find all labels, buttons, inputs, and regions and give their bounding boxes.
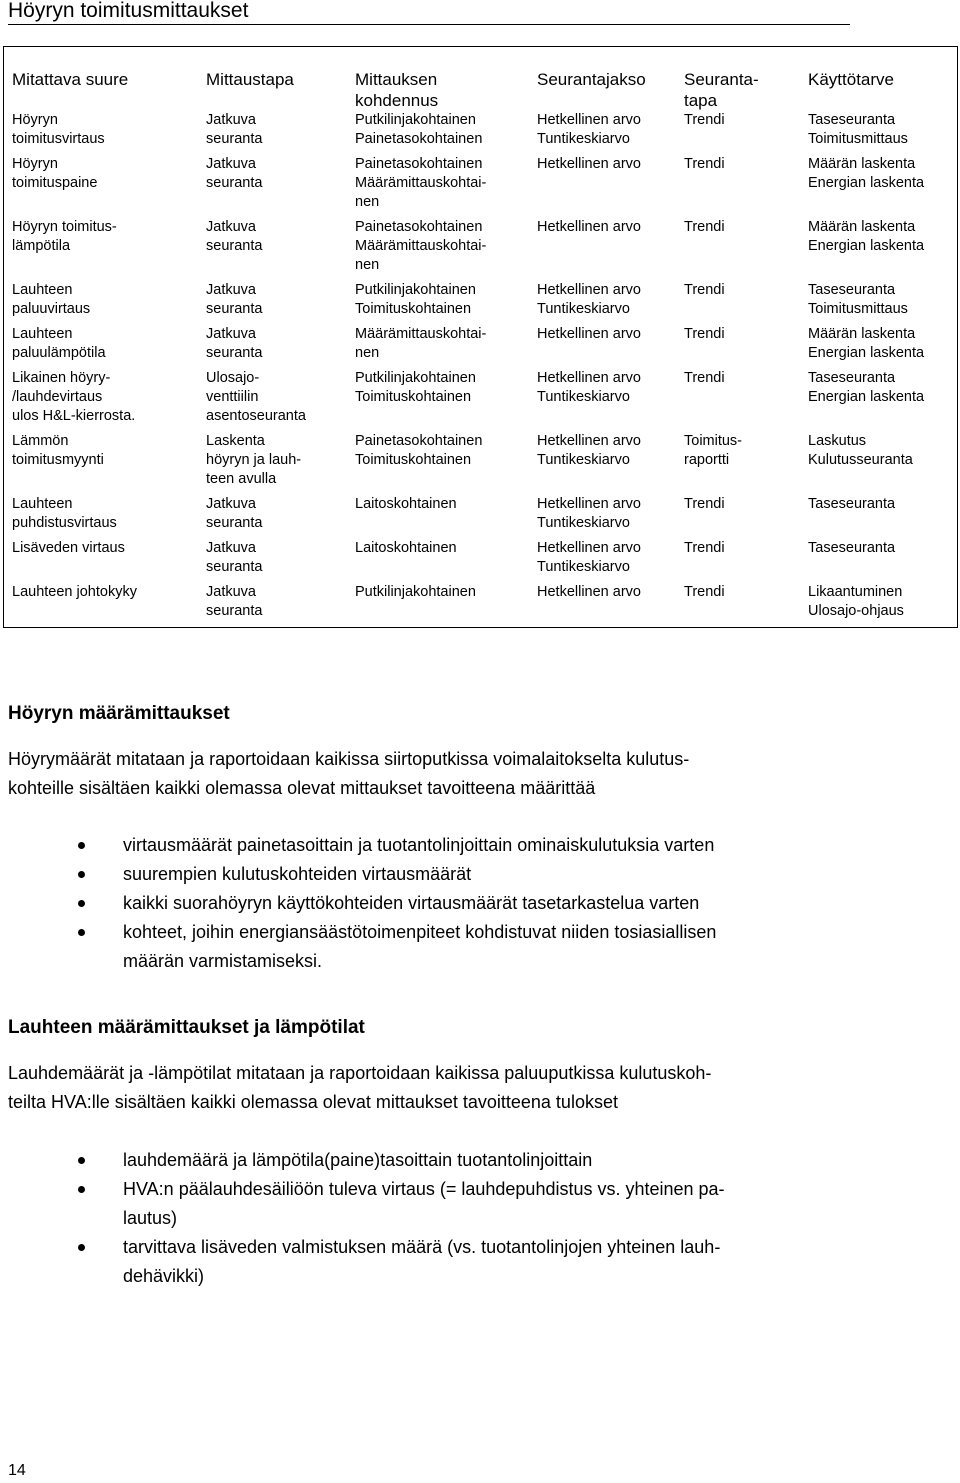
bullet-icon: [78, 1186, 85, 1193]
table-cell: [680, 218, 804, 281]
table-cell: [804, 432, 958, 495]
cell-line: Lauhteen: [12, 496, 73, 512]
cell-line: Lauhteen: [12, 282, 73, 298]
bullet-list-steam: [78, 831, 858, 976]
page-header-title: Höyryn toimitusmittaukset: [8, 0, 249, 22]
cell-line: asentoseuranta: [206, 408, 306, 424]
cell-line: Painetasokohtainen: [355, 156, 483, 172]
cell-line: Tuntikeskiarvo: [537, 389, 630, 405]
cell-line: Laitoskohtainen: [355, 496, 457, 512]
table-cell: [533, 281, 680, 325]
column-header: Seuranta- tapa: [684, 70, 759, 110]
cell-line: seuranta: [206, 603, 263, 619]
cell-line: seuranta: [206, 559, 263, 575]
paragraph-line: kohteille sisältäen kaikki olemassa olevat mittaukset tavoitteena määrittää: [8, 778, 596, 798]
list-item-line: määrän varmistamiseksi.: [123, 951, 323, 971]
cell-line: Energian laskenta: [808, 175, 925, 191]
table-cell: [4, 369, 199, 432]
cell-line: toimitusmyynti: [12, 452, 104, 468]
table-cell: [680, 369, 804, 432]
cell-line: Taseseuranta: [808, 496, 896, 512]
cell-line: Energian laskenta: [808, 238, 925, 254]
cell-line: Jatkuva: [206, 112, 256, 128]
bullet-icon: [78, 900, 85, 907]
table-cell: [198, 155, 347, 218]
column-header: Seurantajakso: [537, 70, 646, 89]
table-header-row: [4, 47, 958, 112]
cell-line: Höyryn: [12, 156, 58, 172]
cell-line: nen: [355, 257, 380, 273]
list-item-line: lautus): [123, 1208, 178, 1228]
cell-line: Lauhteen: [12, 326, 73, 342]
table-cell: [347, 539, 533, 583]
list-item-line: tarvittava lisäveden valmistuksen määrä (vs. tuotantolinjojen yhteinen lauh-: [123, 1237, 721, 1257]
table-cell: [680, 155, 804, 218]
cell-line: Tuntikeskiarvo: [537, 301, 630, 317]
cell-line: Putkilinjakohtainen: [355, 584, 476, 600]
cell-line: Jatkuva: [206, 496, 256, 512]
cell-line: Toimituskohtainen: [355, 389, 472, 405]
table-row: [4, 369, 958, 432]
table-cell: [4, 583, 199, 628]
cell-line: /lauhdevirtaus: [12, 389, 103, 405]
table-cell: [4, 495, 199, 539]
paragraph-condensate: [8, 1059, 853, 1117]
cell-line: nen: [355, 345, 380, 361]
column-header: Mittauksen kohdennus: [355, 70, 439, 110]
column-header: Mittaustapa: [206, 70, 294, 89]
table-cell: [804, 218, 958, 281]
table-cell: [680, 495, 804, 539]
table-row: [4, 281, 958, 325]
cell-line: Toimitusmittaus: [808, 131, 908, 147]
cell-line: Kulutusseuranta: [808, 452, 913, 468]
table-cell: [533, 495, 680, 539]
table-cell: [804, 539, 958, 583]
cell-line: seuranta: [206, 238, 263, 254]
cell-line: Hetkellinen arvo: [537, 219, 641, 235]
table-cell: [4, 155, 199, 218]
table-row: [4, 432, 958, 495]
table-cell: [198, 281, 347, 325]
cell-line: toimituspaine: [12, 175, 98, 191]
cell-line: Toimitusmittaus: [808, 301, 908, 317]
cell-line: Tuntikeskiarvo: [537, 452, 630, 468]
cell-line: venttiilin: [206, 389, 259, 405]
list-item-line: suurempien kulutuskohteiden virtausmäärät: [123, 864, 472, 884]
column-header: Käyttötarve: [808, 70, 894, 89]
table-cell: [347, 432, 533, 495]
cell-line: Putkilinjakohtainen: [355, 282, 476, 298]
cell-line: nen: [355, 194, 380, 210]
table-cell: [533, 432, 680, 495]
cell-line: Painetasokohtainen: [355, 433, 483, 449]
page-header: [8, 0, 850, 25]
table-cell: [680, 281, 804, 325]
cell-line: Hetkellinen arvo: [537, 584, 641, 600]
cell-line: Tuntikeskiarvo: [537, 131, 630, 147]
table-row: [4, 539, 958, 583]
measurement-table: [3, 46, 958, 628]
table-body: [4, 111, 958, 628]
table-cell: [347, 325, 533, 369]
cell-line: ulos H&L-kierrosta.: [12, 408, 136, 424]
table-cell: [4, 432, 199, 495]
table-cell: [198, 495, 347, 539]
table-row: [4, 495, 958, 539]
table-cell: [804, 155, 958, 218]
cell-line: seuranta: [206, 175, 263, 191]
table-cell: [804, 583, 958, 628]
table-row: [4, 325, 958, 369]
table-cell: [533, 218, 680, 281]
table-cell: [4, 325, 199, 369]
paragraph-line: Lauhdemäärät ja -lämpötilat mitataan ja raportoidaan kaikissa paluuputkissa kulutuskoh-: [8, 1063, 712, 1083]
table-cell: [4, 218, 199, 281]
table-cell: [533, 583, 680, 628]
cell-line: Putkilinjakohtainen: [355, 112, 476, 128]
paragraph-line: teilta HVA:lle sisältäen kaikki olemassa olevat mittaukset tavoitteena tulokset: [8, 1092, 618, 1112]
cell-line: Määrämittauskohtai-: [355, 238, 487, 254]
cell-line: Hetkellinen arvo: [537, 540, 641, 556]
table-cell: [347, 495, 533, 539]
table-cell: [680, 583, 804, 628]
table-cell: [680, 325, 804, 369]
table-cell: [198, 325, 347, 369]
table-cell: [533, 369, 680, 432]
list-item: [78, 918, 858, 976]
table-cell: [804, 495, 958, 539]
cell-line: lämpötila: [12, 238, 71, 254]
table-cell: [347, 583, 533, 628]
cell-line: Putkilinjakohtainen: [355, 370, 476, 386]
cell-line: Trendi: [684, 112, 725, 128]
cell-line: Hetkellinen arvo: [537, 496, 641, 512]
cell-line: seuranta: [206, 131, 263, 147]
table-row: [4, 155, 958, 218]
column-header: Mitattava suure: [12, 70, 129, 89]
cell-line: toimitusvirtaus: [12, 131, 105, 147]
section-title-condensate: Lauhteen määrämittaukset ja lämpötilat: [8, 1017, 365, 1038]
cell-line: Trendi: [684, 496, 725, 512]
cell-line: Jatkuva: [206, 282, 256, 298]
list-item: [78, 1146, 858, 1175]
cell-line: paluuvirtaus: [12, 301, 91, 317]
table-cell: [533, 111, 680, 155]
table-cell: [198, 369, 347, 432]
list-item: [78, 1233, 858, 1291]
table-cell: [347, 111, 533, 155]
cell-line: Jatkuva: [206, 584, 256, 600]
list-item: [78, 831, 858, 860]
list-item-line: HVA:n päälauhdesäiliöön tuleva virtaus (= lauhdepuhdistus vs. yhteinen pa-: [123, 1179, 725, 1199]
list-item-line: dehävikki): [123, 1266, 205, 1286]
cell-line: Laskutus: [808, 433, 867, 449]
cell-line: Toimituskohtainen: [355, 301, 472, 317]
table-cell: [347, 155, 533, 218]
cell-line: Trendi: [684, 370, 725, 386]
table-cell: [533, 325, 680, 369]
cell-line: Taseseuranta: [808, 540, 896, 556]
table-cell: [533, 155, 680, 218]
cell-line: Laskenta: [206, 433, 265, 449]
cell-line: Taseseuranta: [808, 282, 896, 298]
table-cell: [198, 218, 347, 281]
cell-line: Toimituskohtainen: [355, 452, 472, 468]
cell-line: Hetkellinen arvo: [537, 282, 641, 298]
list-item-line: kaikki suorahöyryn käyttökohteiden virtausmäärät tasetarkastelua varten: [123, 893, 700, 913]
cell-line: Energian laskenta: [808, 389, 925, 405]
table-cell: [198, 111, 347, 155]
cell-line: höyryn ja lauh-: [206, 452, 302, 468]
cell-line: Ulosajo-ohjaus: [808, 603, 904, 619]
table-cell: [4, 281, 199, 325]
cell-line: Likainen höyry-: [12, 370, 111, 386]
table-cell: [680, 111, 804, 155]
cell-line: Hetkellinen arvo: [537, 433, 641, 449]
cell-line: Hetkellinen arvo: [537, 370, 641, 386]
list-item-line: kohteet, joihin energiansäästötoimenpiteet kohdistuvat niiden tosiasiallisen: [123, 922, 717, 942]
table-cell: [804, 281, 958, 325]
bullet-icon: [78, 1244, 85, 1251]
cell-line: Hetkellinen arvo: [537, 112, 641, 128]
table-cell: [198, 583, 347, 628]
table-cell: [347, 218, 533, 281]
table-cell: [4, 111, 199, 155]
cell-line: Jatkuva: [206, 156, 256, 172]
page-number: 14: [8, 1462, 26, 1479]
cell-line: Höyryn: [12, 112, 58, 128]
bullet-icon: [78, 842, 85, 849]
list-item: [78, 889, 858, 918]
cell-line: Taseseuranta: [808, 112, 896, 128]
table-cell: [347, 281, 533, 325]
list-item: [78, 1175, 858, 1233]
cell-line: seuranta: [206, 301, 263, 317]
bullet-icon: [78, 929, 85, 936]
cell-line: Likaantuminen: [808, 584, 903, 600]
cell-line: Painetasokohtainen: [355, 131, 483, 147]
table-cell: [533, 539, 680, 583]
cell-line: Lauhteen johtokyky: [12, 584, 137, 600]
cell-line: Trendi: [684, 326, 725, 342]
table-cell: [4, 539, 199, 583]
cell-line: seuranta: [206, 515, 263, 531]
cell-line: puhdistusvirtaus: [12, 515, 117, 531]
cell-line: Hetkellinen arvo: [537, 326, 641, 342]
cell-line: raportti: [684, 452, 730, 468]
cell-line: Jatkuva: [206, 326, 256, 342]
bullet-icon: [78, 1157, 85, 1164]
cell-line: Tuntikeskiarvo: [537, 559, 630, 575]
cell-line: Lisäveden virtaus: [12, 540, 125, 556]
cell-line: Jatkuva: [206, 219, 256, 235]
cell-line: Höyryn toimitus-: [12, 219, 117, 235]
cell-line: Trendi: [684, 540, 725, 556]
cell-line: Trendi: [684, 282, 725, 298]
table-row: [4, 111, 958, 155]
table-cell: [804, 325, 958, 369]
cell-line: Laitoskohtainen: [355, 540, 457, 556]
cell-line: seuranta: [206, 345, 263, 361]
table-cell: [804, 369, 958, 432]
cell-line: Määrämittauskohtai-: [355, 326, 487, 342]
table-cell: [680, 432, 804, 495]
table-cell: [347, 369, 533, 432]
cell-line: Taseseuranta: [808, 370, 896, 386]
table-row: [4, 218, 958, 281]
table-row: [4, 583, 958, 628]
cell-line: Ulosajo-: [206, 370, 260, 386]
cell-line: Painetasokohtainen: [355, 219, 483, 235]
list-item: [78, 860, 858, 889]
cell-line: Määrän laskenta: [808, 326, 916, 342]
paragraph-steam: [8, 745, 853, 803]
cell-line: Hetkellinen arvo: [537, 156, 641, 172]
cell-line: Jatkuva: [206, 540, 256, 556]
list-item-line: lauhdemäärä ja lämpötila(paine)tasoittain tuotantolinjoittain: [123, 1150, 593, 1170]
cell-line: paluulämpötila: [12, 345, 106, 361]
table-cell: [804, 111, 958, 155]
cell-line: Lämmön: [12, 433, 69, 449]
cell-line: Trendi: [684, 584, 725, 600]
table-cell: [198, 432, 347, 495]
cell-line: Toimitus-: [684, 433, 743, 449]
cell-line: Trendi: [684, 156, 725, 172]
cell-line: Trendi: [684, 219, 725, 235]
cell-line: Määrän laskenta: [808, 219, 916, 235]
list-item-line: virtausmäärät painetasoittain ja tuotantolinjoittain ominaiskulutuksia varten: [123, 835, 715, 855]
bullet-icon: [78, 871, 85, 878]
cell-line: Tuntikeskiarvo: [537, 515, 630, 531]
cell-line: Energian laskenta: [808, 345, 925, 361]
cell-line: Määrän laskenta: [808, 156, 916, 172]
bullet-list-condensate: [78, 1146, 858, 1291]
table-cell: [198, 539, 347, 583]
table-cell: [680, 539, 804, 583]
paragraph-line: Höyrymäärät mitataan ja raportoidaan kaikissa siirtoputkissa voimalaitokselta kulutus-: [8, 749, 690, 769]
section-title-steam: Höyryn määrämittaukset: [8, 703, 230, 724]
cell-line: Määrämittauskohtai-: [355, 175, 487, 191]
cell-line: teen avulla: [206, 471, 277, 487]
